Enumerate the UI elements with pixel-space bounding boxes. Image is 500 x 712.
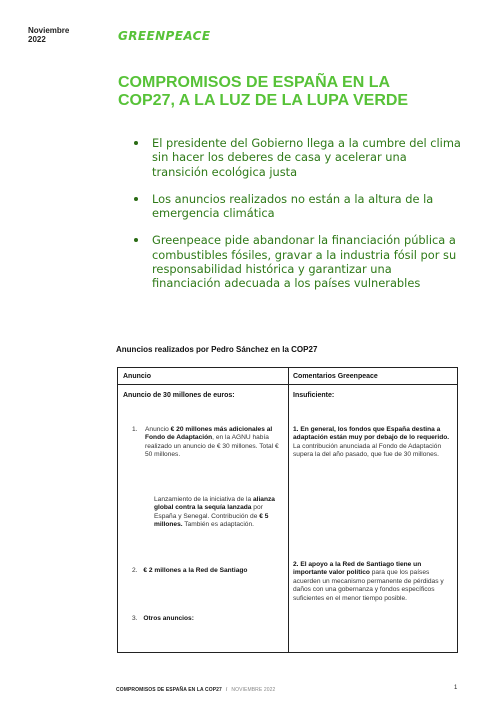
column-header-comments: Comentarios Greenpeace (293, 373, 378, 380)
table-header-divider (118, 384, 457, 385)
left-subhead: Anuncio de 30 millones de euros: (123, 392, 235, 399)
comment-paragraph-1 (293, 426, 451, 460)
date-month: Noviembre (28, 26, 70, 35)
comment-1-bold: 1. En general, los fondos que España destina a adaptación están muy por debajo de lo requerido. (293, 426, 450, 442)
bullet-text: El presidente del Gobierno llega a la cumbre del clima sin hacer los deberes de casa y acelerar una transición ecológica justa (152, 136, 461, 179)
date-year: 2022 (28, 35, 46, 44)
footer-separator: / (225, 687, 228, 693)
right-subhead: Insuficiente: (293, 392, 335, 399)
bullet-dot-icon (134, 238, 138, 242)
page-number: 1 (454, 685, 458, 691)
item-1b-post: También es adaptación. (182, 521, 254, 529)
title-line-2: COP27, A LA LUZ DE LA LUPA VERDE (118, 92, 409, 109)
bullet-item (132, 233, 462, 290)
footer-title: COMPROMISOS DE ESPAÑA EN LA COP27 (116, 687, 222, 693)
bullet-item (132, 136, 462, 179)
greenpeace-logo: GREENPEACE (118, 29, 211, 43)
title-line-1: COMPROMISOS DE ESPAÑA EN LA (118, 74, 391, 91)
item-1-post: , en la AGNU había realizado un anuncio de € 30 millones. Total € 50 millones. (145, 434, 279, 459)
announcement-item-2 (132, 567, 284, 575)
item-2-number: 2. (132, 567, 138, 574)
document-date (28, 26, 69, 44)
footer-date: NOVIEMBRE 2022 (231, 687, 276, 693)
item-3-number: 3. (132, 615, 138, 622)
footer-document-title (116, 687, 275, 693)
item-3-bold: Otros anuncios: (143, 615, 194, 622)
item-1b-pre: Lanzamiento de la iniciativa de la (154, 496, 253, 503)
item-1-pre: Anuncio (145, 426, 171, 433)
bullet-dot-icon (134, 141, 138, 145)
announcement-item-1 (132, 426, 282, 460)
comment-paragraph-2 (293, 561, 453, 603)
bullet-text: Los anuncios realizados no están a la altura de la emergencia climática (152, 191, 434, 221)
item-1b-mid: por España y Senegal. Contribución de (154, 504, 263, 520)
table-column-divider (288, 368, 289, 652)
item-1-bold: € 20 millones más adicionales al Fondo de Adaptación (145, 426, 273, 442)
item-1b-bold-1: alianza global contra la sequía lanzada (154, 496, 275, 512)
announcement-item-3 (132, 615, 282, 623)
bullet-item (132, 192, 462, 221)
bullet-dot-icon (134, 197, 138, 201)
comment-2-rest: para que los países acuerden un mecanismo permanente de pérdidas y daños con una gobernanza y fondos específicos suficientes en el menor tiempo posible. (293, 569, 444, 602)
column-header-announcement: Anuncio (123, 373, 151, 380)
announcement-item-1b (154, 496, 281, 530)
announcements-table (117, 367, 458, 653)
item-2-bold: € 2 millones a la Red de Santiago (143, 567, 248, 574)
item-1b-bold-2: € 5 millones. (154, 512, 269, 529)
summary-bullet-list (132, 136, 462, 304)
bullet-text: Greenpeace pide abandonar la financiación pública a combustibles fósiles, gravar a la industria fósil por su responsabilidad histórica y garantizar una financiación adecuada a los países vulnerables (152, 233, 457, 291)
item-1-number: 1. (132, 426, 138, 433)
page-title (118, 74, 478, 110)
comment-1-rest: La contribución anunciada al Fondo de Adaptación supera la del año pasado, que fue de 30 millones. (293, 442, 442, 459)
table-caption: Anuncios realizados por Pedro Sánchez en la COP27 (116, 345, 318, 354)
comment-2-bold: 2. El apoyo a la Red de Santiago tiene un importante valor político (293, 561, 422, 577)
